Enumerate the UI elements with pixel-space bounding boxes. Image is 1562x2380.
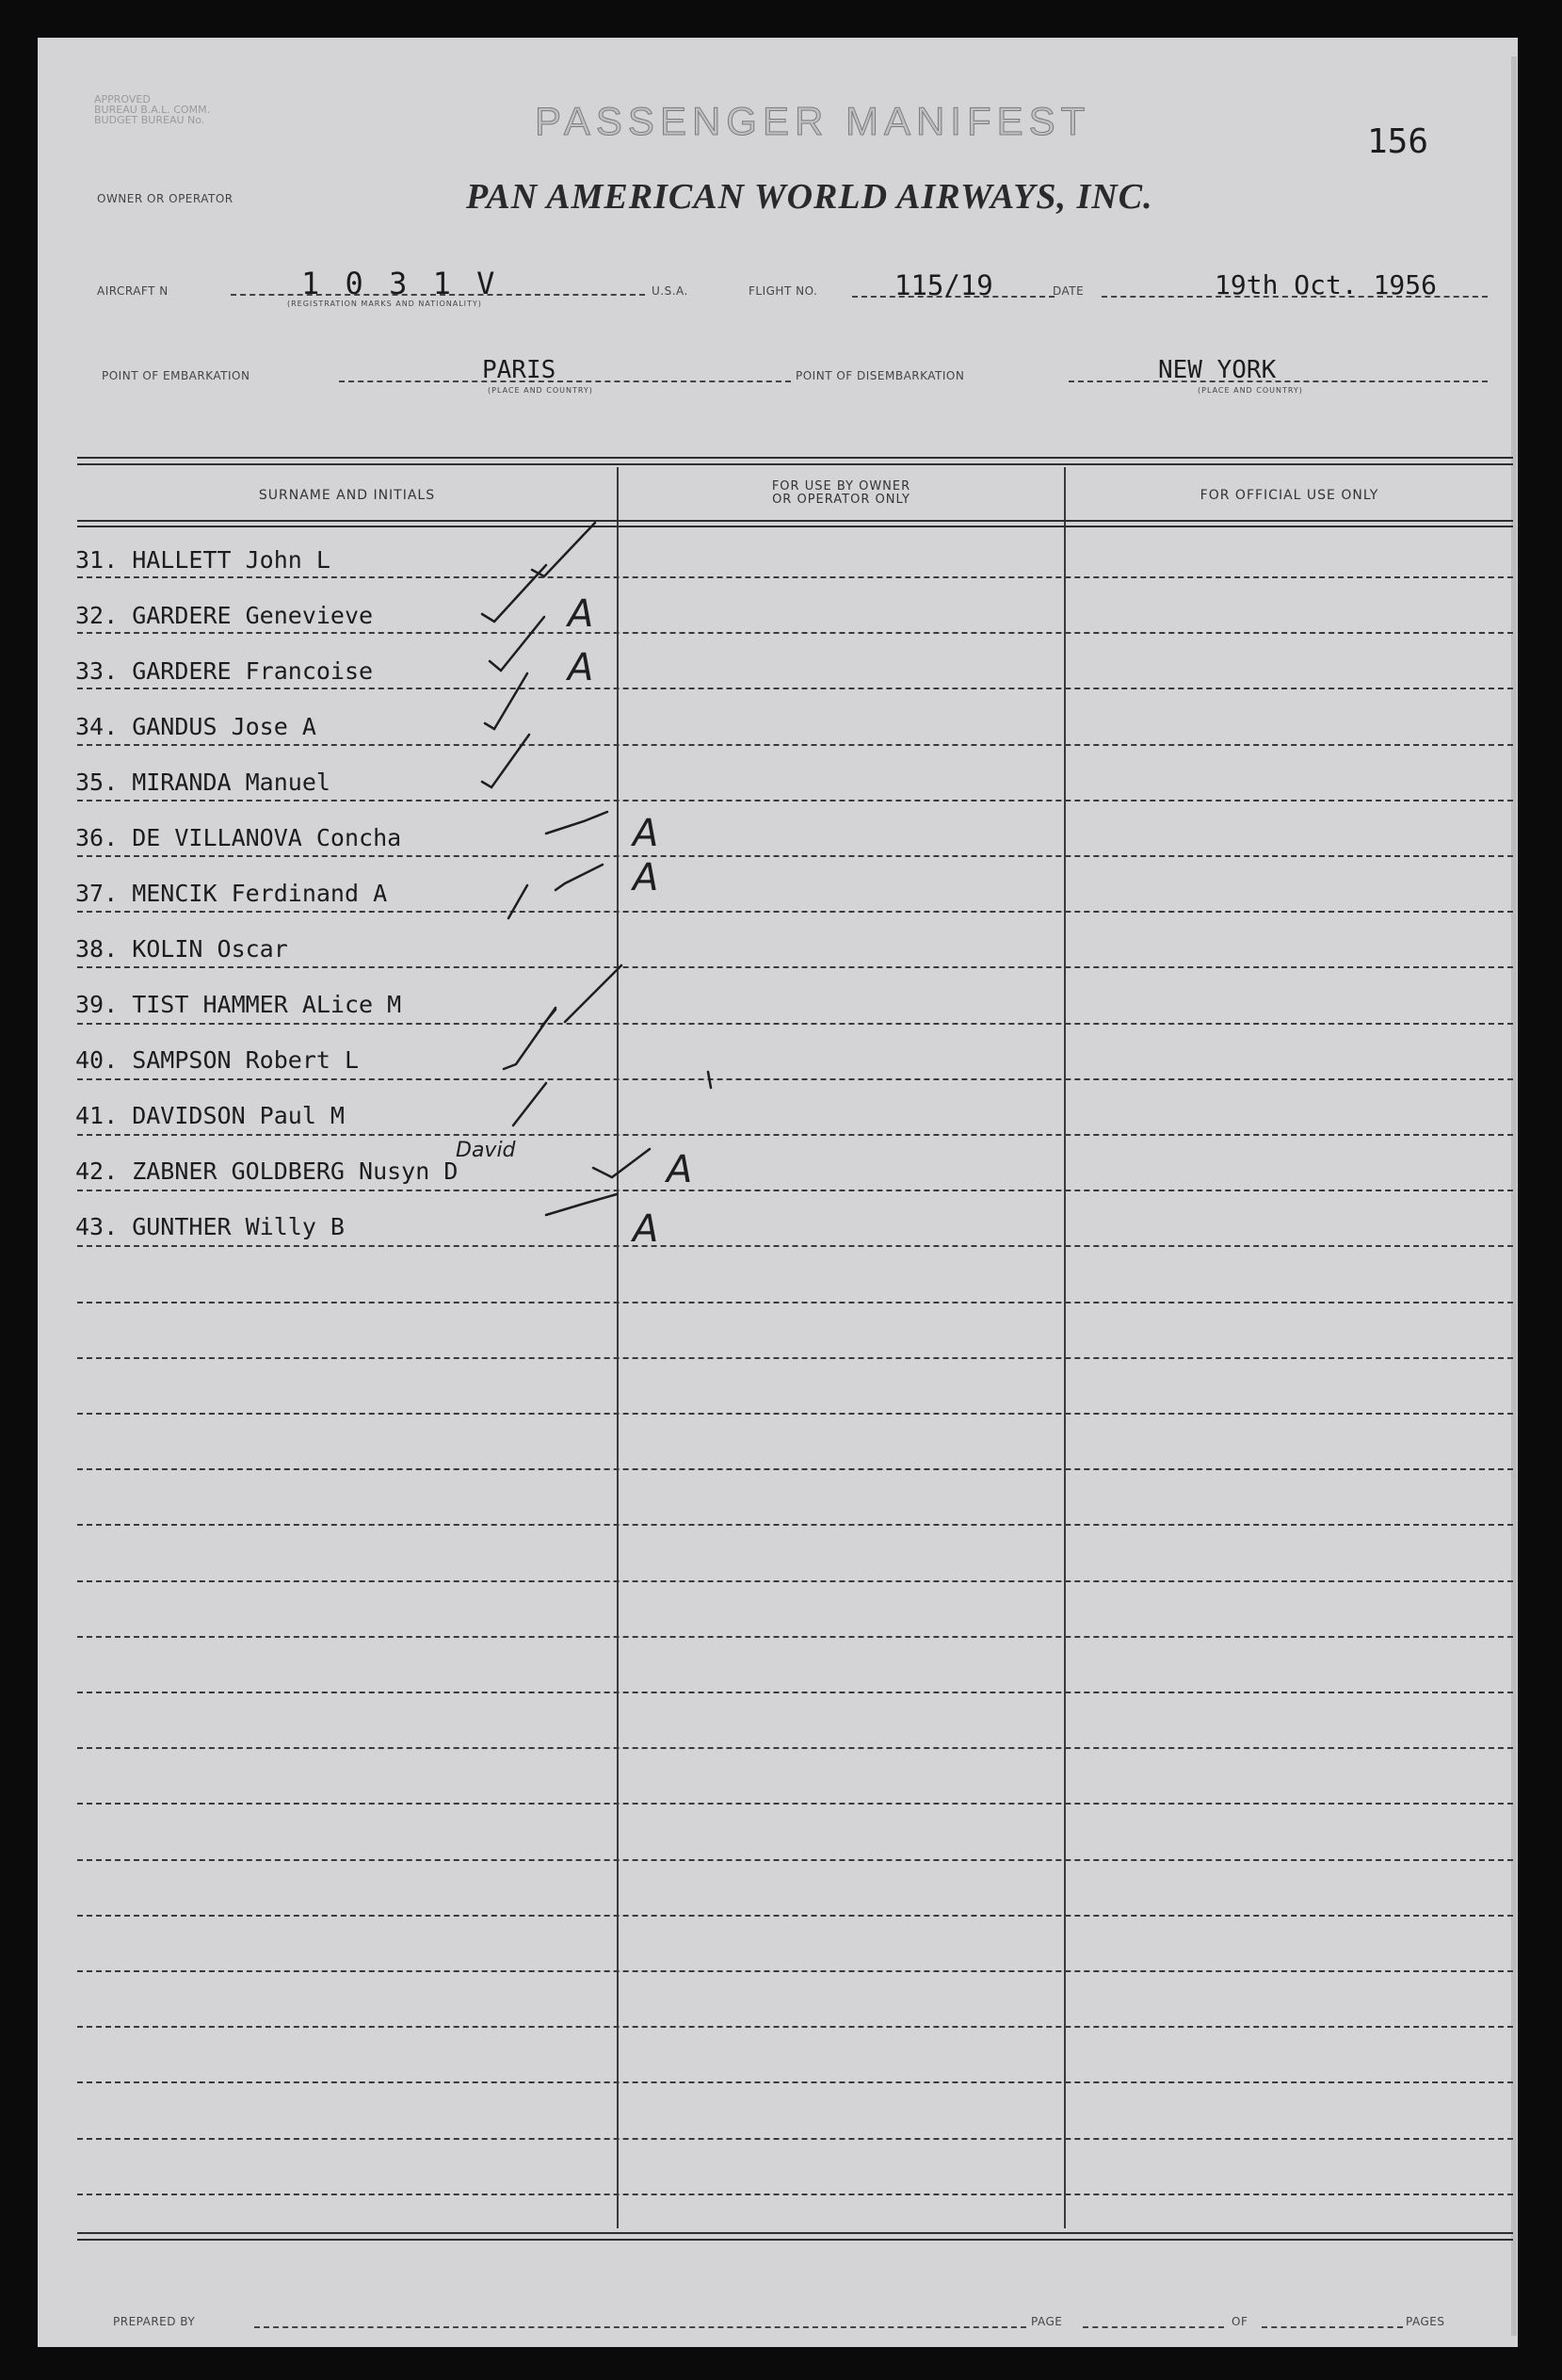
handwritten-letter-a: A <box>633 1207 659 1251</box>
passenger-row: 40. SAMPSON Robert L <box>75 1046 360 1074</box>
passenger-row: 39. TIST HAMMER ALice M <box>75 991 402 1018</box>
aircraft-caption: (REGISTRATION MARKS AND NATIONALITY) <box>287 300 482 308</box>
column-header-owner-line: FOR USE BY OWNER <box>771 479 911 494</box>
pages-label: PAGES <box>1406 2315 1445 2328</box>
passenger-row: 42. ZABNER GOLDBERG Nusyn D <box>75 1158 459 1185</box>
handwritten-letter-a: A <box>633 812 659 855</box>
usa-label: U.S.A. <box>652 284 688 298</box>
prepared-by-fill-line <box>254 2326 1026 2328</box>
table-bottom-rule <box>77 2232 1513 2234</box>
pen-tick-mark <box>708 1072 711 1088</box>
check-mark-icon <box>508 885 527 918</box>
approved-line: BUDGET BUREAU No. <box>94 114 205 126</box>
airline-name: PAN AMERICAN WORLD AIRWAYS, INC. <box>466 177 1153 217</box>
of-label: OF <box>1232 2315 1248 2328</box>
check-mark-icon <box>532 523 595 576</box>
embarkation-caption: (PLACE AND COUNTRY) <box>488 386 593 395</box>
flight-number: 115/19 <box>894 269 993 301</box>
check-mark-icon <box>546 1194 617 1215</box>
check-mark-icon <box>593 1149 650 1177</box>
passenger-row: 41. DAVIDSON Paul M <box>75 1102 345 1129</box>
check-mark-icon <box>504 1008 556 1069</box>
passenger-row: 35. MIRANDA Manuel <box>75 769 330 796</box>
handwritten-letter-a: A <box>568 592 594 636</box>
passenger-row: 38. KOLIN Oscar <box>75 935 288 963</box>
handwritten-letter-a: A <box>568 646 594 689</box>
handwritten-letter-a: A <box>667 1148 693 1191</box>
flight-date: 19th Oct. 1956 <box>1215 269 1438 300</box>
owner-label: OWNER OR OPERATOR <box>97 192 233 205</box>
passenger-row: 34. GANDUS Jose A <box>75 713 316 740</box>
page-fill-line <box>1083 2326 1224 2328</box>
approved-line: APPROVED <box>94 93 151 105</box>
embarkation-value: PARIS <box>482 356 556 384</box>
check-mark-icon <box>546 812 607 834</box>
embarkation-label: POINT OF EMBARKATION <box>102 369 250 382</box>
column-header-official: FOR OFFICIAL USE ONLY <box>1200 488 1379 503</box>
passenger-row: 33. GARDERE Francoise <box>75 657 374 685</box>
aircraft-registration: 1 0 3 1 V <box>301 266 499 301</box>
aircraft-label: AIRCRAFT N <box>97 284 169 298</box>
page-number: 156 <box>1367 122 1429 161</box>
date-label: DATE <box>1053 284 1085 298</box>
prepared-by-label: PREPARED BY <box>113 2315 196 2328</box>
passenger-row: 32. GARDERE Genevieve <box>75 602 374 629</box>
check-mark-icon <box>556 865 603 890</box>
flight-label: FLIGHT NO. <box>749 284 818 298</box>
column-header-owner-line: OR OPERATOR ONLY <box>772 493 910 507</box>
table-bottom-rule <box>77 2239 1513 2241</box>
column-header-surname: SURNAME AND INITIALS <box>258 488 436 503</box>
approved-line: BUREAU B.A.L. COMM. <box>94 104 211 116</box>
disembarkation-value: NEW YORK <box>1158 356 1277 384</box>
check-mark-icon <box>485 673 527 729</box>
check-mark-icon <box>490 617 544 671</box>
page-label: PAGE <box>1031 2315 1063 2328</box>
disembarkation-label: POINT OF DISEMBARKATION <box>796 369 965 382</box>
pages-fill-line <box>1262 2326 1403 2328</box>
check-mark-icon <box>565 965 621 1022</box>
manifest-title: PASSENGER MANIFEST <box>535 99 1091 143</box>
handwritten-name-correction: David <box>456 1139 516 1162</box>
passenger-row: 31. HALLETT John L <box>75 546 330 574</box>
check-mark-icon <box>513 1083 546 1125</box>
passenger-row: 37. MENCIK Ferdinand A <box>75 880 388 907</box>
disembarkation-caption: (PLACE AND COUNTRY) <box>1198 386 1303 395</box>
check-mark-icon <box>482 735 529 787</box>
passenger-row: 36. DE VILLANOVA Concha <box>75 824 402 851</box>
handwritten-letter-a: A <box>633 856 659 899</box>
passenger-row: 43. GUNTHER Willy B <box>75 1213 345 1240</box>
